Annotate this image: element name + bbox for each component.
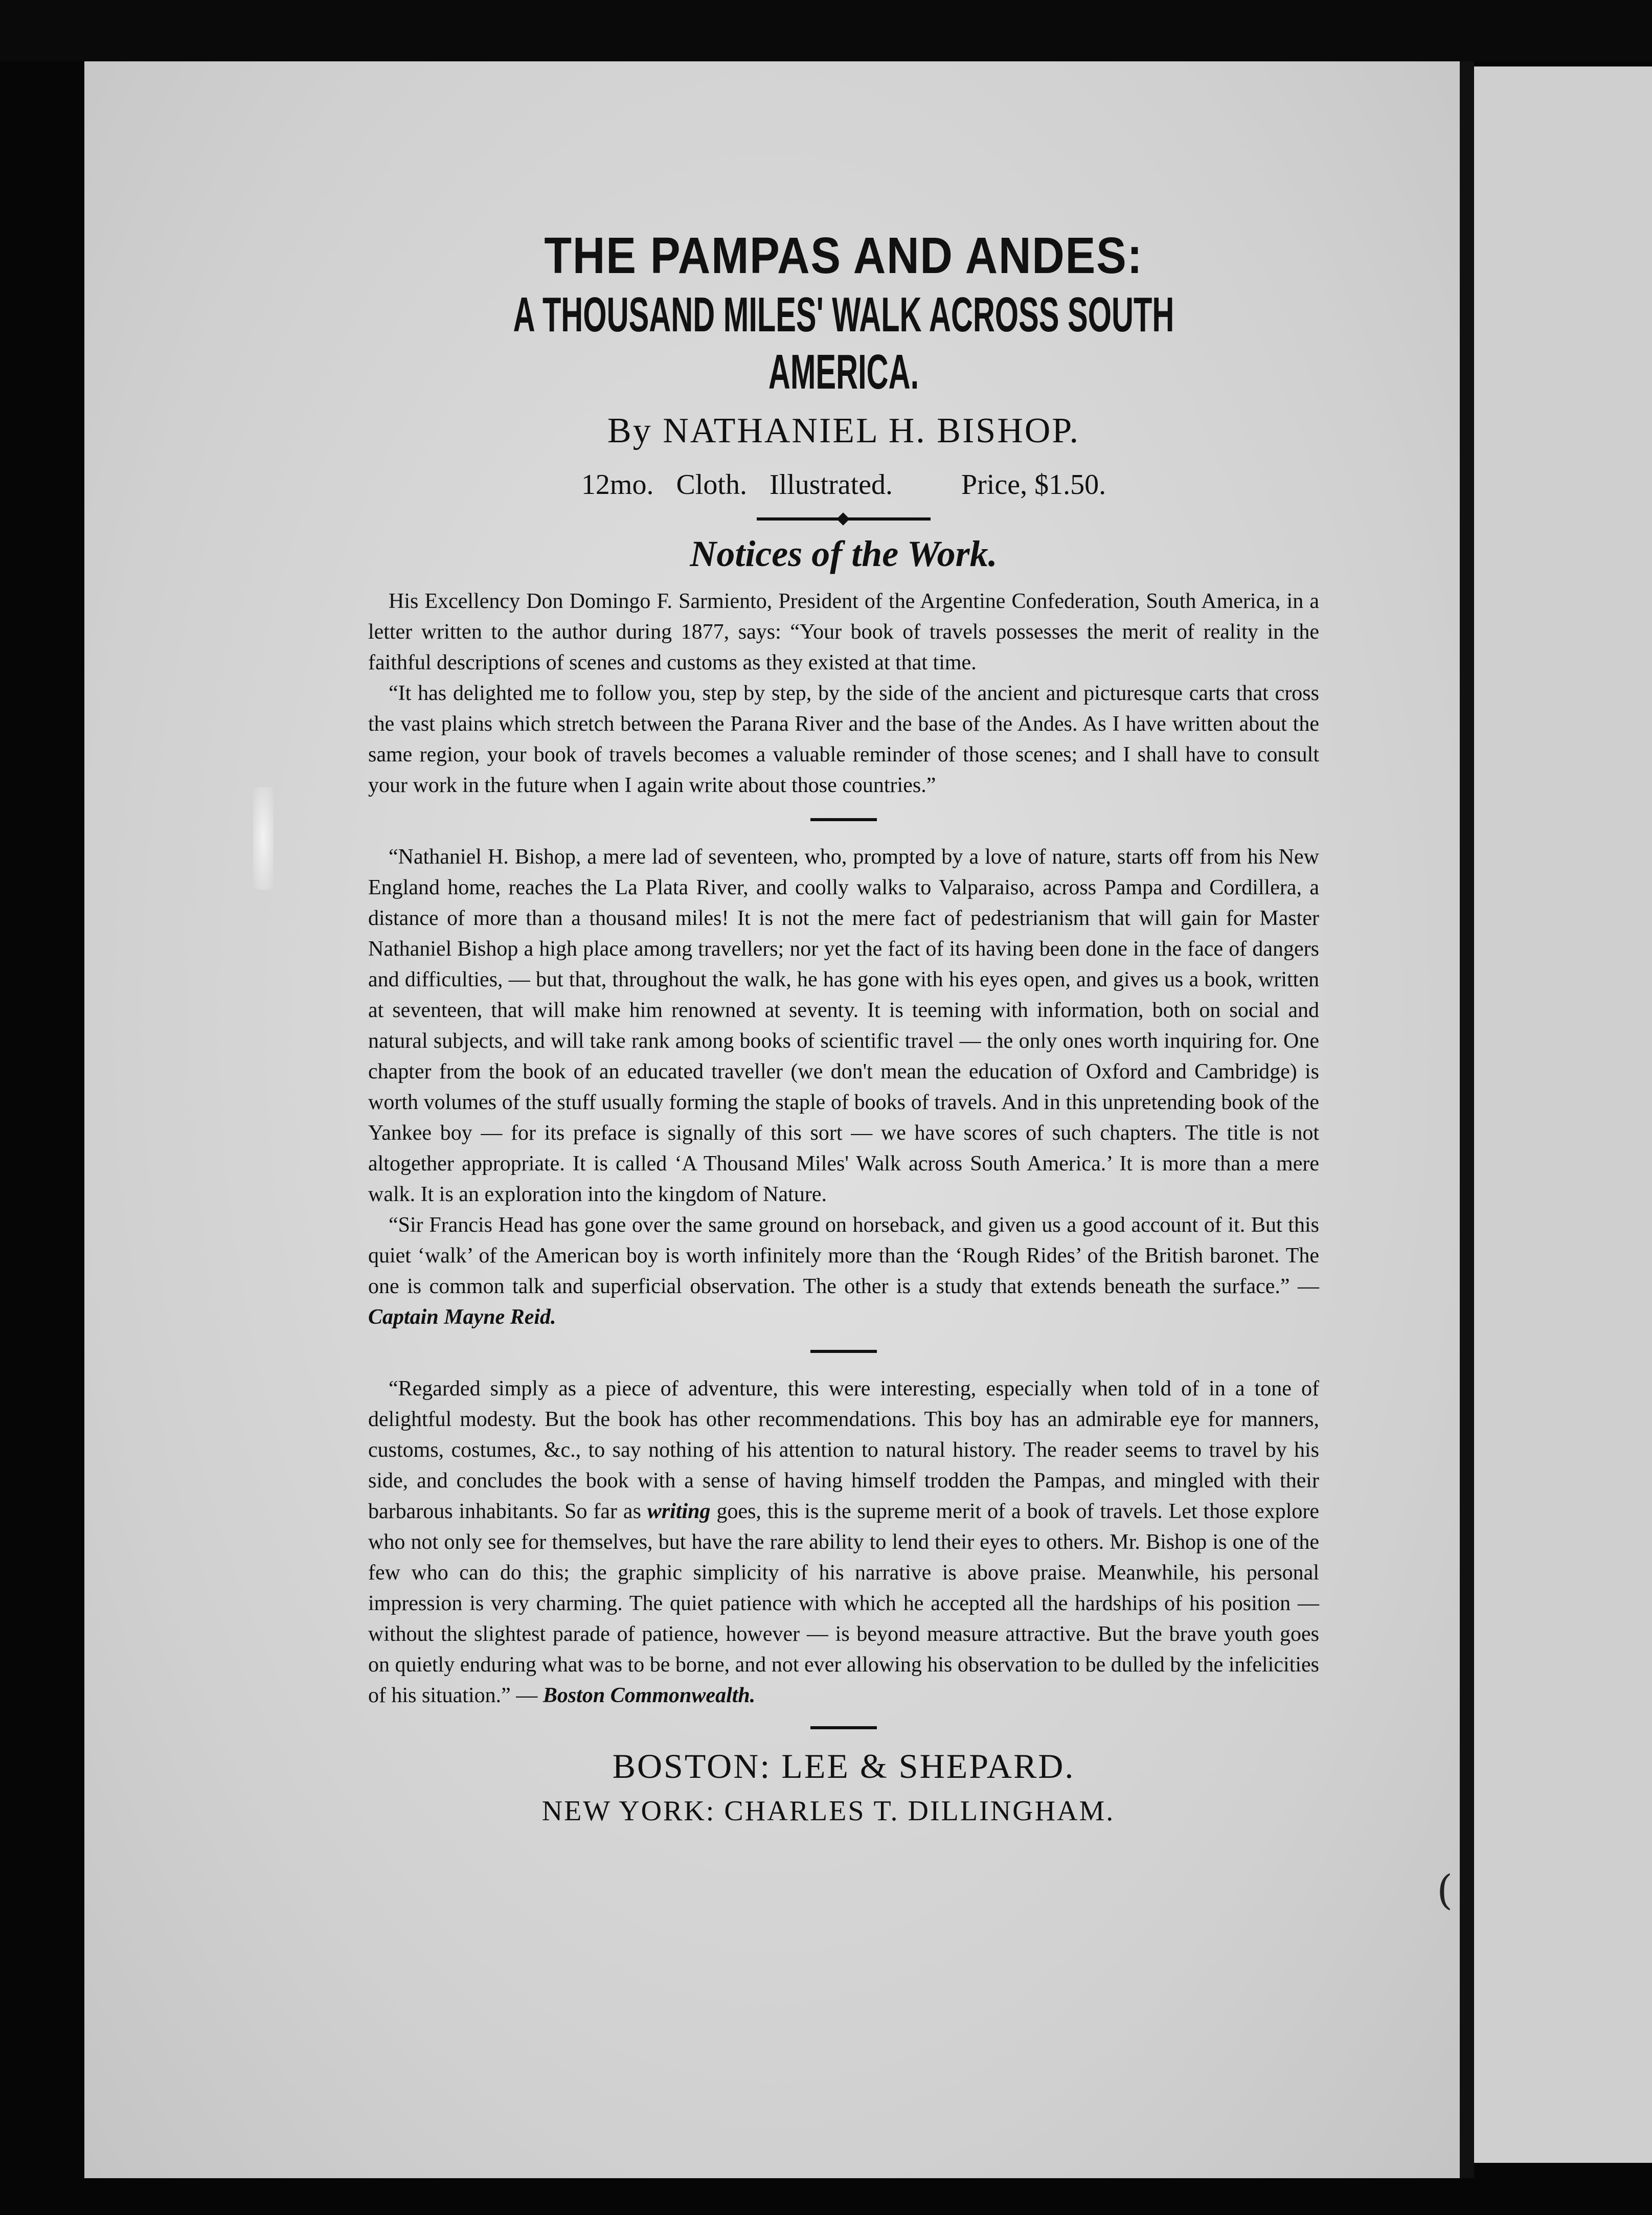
notice-reid-p1: “Nathaniel H. Bishop, a mere lad of seventeen, who, prompted by a love of nature, starts off from his New England home, reaches the La Plata River, and coolly walks to Valparaiso, across Pampa and Cordillera, a distance of more than a thousand miles! It is not the mere fact of pedestrianism that will gain for Master Nathaniel Bishop a high place among travellers; nor yet the fact of its having been done in the face of dangers and difficulties, — but that, throughout the walk, he has gone with his eyes open, and gives us a book, written at seventeen, that will make him renowned at seventy. It is teeming with information, both on social and natural subjects, and will take rank among books of scientific travel — the only ones worth inquiring for. One chapter from the book of an educated traveller (we don't mean the education of Oxford and Cambridge) is worth volumes of the stuff usually forming the staple of books of travels. And in this unpretending book of the Yankee boy — for its preface is signally of this sort — we have scores of such chapters. The title is not altogether appropriate. It is called ‘A Thousand Miles' Walk across South America.’ It is more than a mere walk. It is an exploration into the kingdom of Nature. [368,845,1319,1206]
divider-rule [810,818,877,821]
notice-commonwealth-emphasis: writing [647,1500,711,1523]
imprint-boston: BOSTON: LEE & SHEPARD. [612,1747,1075,1785]
notice-commonwealth [368,1373,1319,1711]
edition-details [368,466,1319,503]
publisher-imprint [368,1742,1319,1832]
page-gutter [1460,61,1474,2178]
margin-mark: ( [1437,1866,1453,1914]
format: 12mo. [581,469,654,501]
price: Price, $1.50. [961,469,1106,501]
book-subtitle: A THOUSAND MILES' WALK ACROSS SOUTH AMERICA. [513,287,1174,399]
author-by: By [607,411,652,450]
notice-commonwealth-text-1: “Regarded simply as a piece of adventure, this were interesting, especially when told of in a tone of delightful modesty. But the book has other recommendations. This boy has an admirable eye for manners, customs, costumes, &c., to say nothing of his attention to natural history. The reader seems to travel by his side, and concludes the book with a sense of having himself trodden the Pampas, and mingled with their barbarous inhabitants. So far as [368,1377,1319,1523]
notices-heading: Notices of the Work. [690,533,998,574]
binding: Cloth. [676,469,747,501]
divider-rule [810,1726,877,1729]
author-line [368,408,1319,454]
divider-rule [810,1350,877,1353]
notice-sarmiento-quote: “It has delighted me to follow you, step by step, by the side of the ancient and picturesque carts that cross the vast plains which stretch between the Parana River and the base of the Andes. As I have written about the same region, your book of travels becomes a valuable reminder of those scenes; and I shall have to consult your work in the future when I again write about those countries.” [368,682,1319,797]
notice-sarmiento-intro: His Excellency Don Domingo F. Sarmiento, President of the Argentine Confederation, South America, in a letter written to the author during 1877, says: “Your book of travels possesses the merit of reality in the faithful descriptions of scenes and customs as they existed at that time. [368,590,1319,674]
paper-stain [253,787,274,890]
author-name: NATHANIEL H. BISHOP. [663,411,1080,450]
scan-top-border [0,0,1652,61]
notice-reid-p2-text: “Sir Francis Head has gone over the same ground on horseback, and given us a good account of it. But this quiet ‘walk’ of the American boy is worth infinitely more than the ‘Rough Rides’ of the British baronet. The one is common talk and superficial observation. The other is a study that extends beneath the surface.” — [368,1213,1319,1298]
illustrated: Illustrated. [769,469,893,501]
adjacent-page-edge [1474,66,1652,2163]
imprint-new-york: NEW YORK: CHARLES T. DILLINGHAM. [541,1795,1115,1827]
attribution-reid: Captain Mayne Reid. [368,1305,556,1329]
notice-commonwealth-text-2: goes, this is the supreme merit of a book of travels. Let those explore who not only see for themselves, but have the rare ability to lend their eyes to others. Mr. Bishop is one of the few who can do this; the graphic simplicity of his narrative is above praise. Meanwhile, his personal impression is very charming. The quiet patience with which he accepted all the hardships of his position — without the slightest parade of patience, however — is beyond measure attractive. But the brave youth goes on quietly enduring what was to be borne, and not ever allowing his observation to be dulled by the infelicities of his situation.” — [368,1500,1319,1707]
attribution-commonwealth: Boston Commonwealth. [542,1684,756,1707]
ornament-divider [757,517,931,521]
notice-reid-p2 [368,1210,1319,1332]
book-title: THE PAMPAS AND ANDES: [544,227,1143,284]
advertisement-content [368,225,1319,1832]
